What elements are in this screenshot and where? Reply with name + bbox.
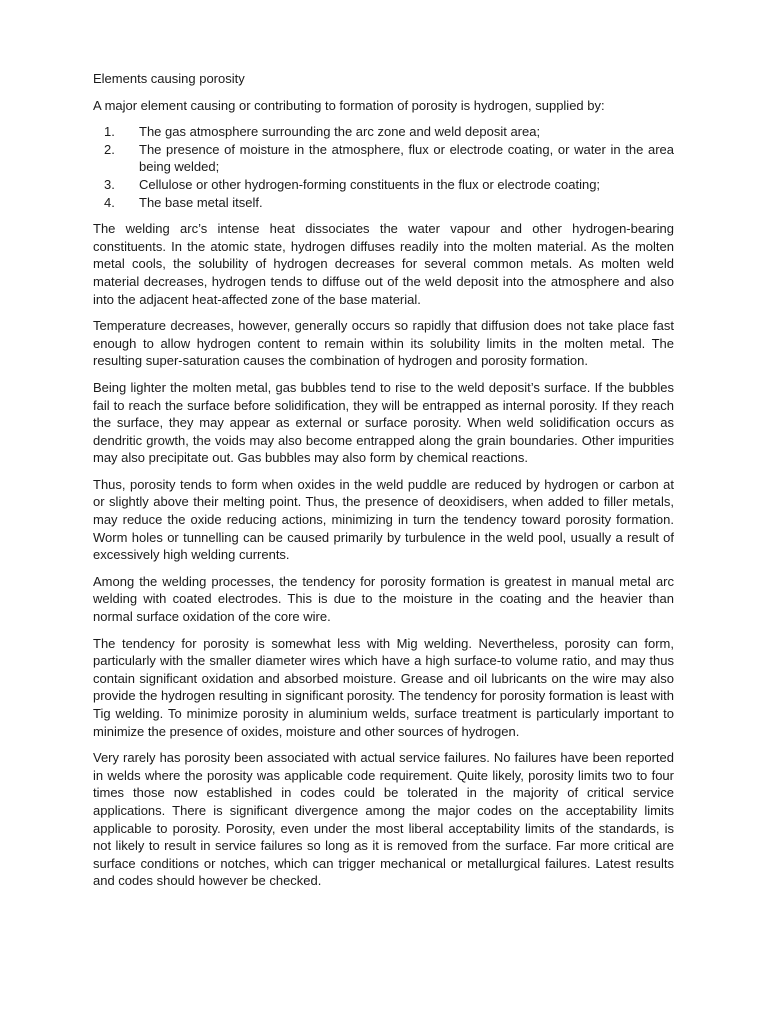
- list-item-text: Cellulose or other hydrogen-forming constituents in the flux or electrode coating;: [139, 176, 601, 192]
- body-paragraph: Among the welding processes, the tendency for porosity formation is greatest in manual metal arc welding with coated electrodes. This is due to the moisture in the coating and the heavier than normal surface oxidation of the core wire.: [93, 573, 674, 625]
- list-item-number: 4.: [104, 194, 115, 210]
- body-paragraph: Being lighter the molten metal, gas bubbles tend to rise to the weld deposit’s surface. If the bubbles fail to reach the surface before solidification, they will be entrapped as internal porosity. If they reach the surface, they may appear as external or surface porosity. When weld solidification occurs as dendritic growth, the voids may also become entrapped along the grain boundaries. Other impurities may also precipitate out. Gas bubbles may also form by chemical reactions.: [93, 379, 674, 466]
- list-item: [93, 176, 674, 194]
- hydrogen-sources-list: [93, 123, 674, 211]
- list-item-number: 3.: [104, 176, 115, 192]
- document-body: [93, 70, 674, 899]
- body-paragraph: The tendency for porosity is somewhat less with Mig welding. Nevertheless, porosity can form, particularly with the smaller diameter wires which have a high surface-to volume ratio, and may thus contain significant oxidation and absorbed moisture. Grease and oil lubricants on the wire may also provide the hydrogen resulting in significant porosity. The tendency for porosity formation is least with Tig welding. To minimize porosity in aluminium welds, surface treatment is particularly important to minimize the presence of oxides, moisture and other sources of hydrogen.: [93, 635, 674, 739]
- list-item-text: The gas atmosphere surrounding the arc zone and weld deposit area;: [139, 124, 541, 140]
- list-item-number: 2.: [104, 141, 115, 157]
- body-paragraph: The welding arc’s intense heat dissociates the water vapour and other hydrogen-bearing constituents. In the atomic state, hydrogen diffuses readily into the molten material. As the molten metal cools, the solubility of hydrogen decreases for several common metals. As molten weld material decreases, hydrogen tends to diffuse out of the weld deposit into the atmosphere and also into the adjacent heat-affected zone of the base material.: [93, 221, 674, 307]
- list-item: [93, 123, 674, 141]
- list-item: [93, 141, 674, 176]
- body-paragraph: Temperature decreases, however, generally occurs so rapidly that diffusion does not take place fast enough to allow hydrogen content to remain within its solubility limits in the molten metal. The resulting super-saturation causes the combination of hydrogen and porosity formation.: [93, 318, 674, 369]
- body-paragraph: Very rarely has porosity been associated with actual service failures. No failures have been reported in welds where the porosity was applicable code requirement. Quite likely, porosity limits two to four times those now established in codes could be tolerated in the majority of critical service applications. There is significant divergence among the major codes on the acceptability limits applicable to porosity. Porosity, even under the most liberal acceptability limits of the standards, is not likely to result in service failures so long as it is removed from the surface. Far more critical are surface conditions or notches, which can trigger mechanical or metallurgical failures. Latest results and codes should however be checked.: [93, 750, 674, 889]
- list-item-number: 1.: [104, 124, 115, 140]
- list-item-text: The presence of moisture in the atmosphere, flux or electrode coating, or water in the area being welded;: [139, 141, 674, 175]
- list-item: [93, 194, 674, 212]
- document-heading: Elements causing porosity: [93, 71, 245, 86]
- body-paragraph: Thus, porosity tends to form when oxides in the weld puddle are reduced by hydrogen or carbon at or slightly above their melting point. Thus, the presence of deoxidisers, when added to filler metals, may reduce the oxide reducing actions, minimizing in turn the tendency toward porosity formation. Worm holes or tunnelling can be caused primarily by turbulence in the weld pool, usually a result of excessively high welding currents.: [93, 476, 674, 563]
- list-item-text: The base metal itself.: [139, 194, 263, 210]
- intro-paragraph: A major element causing or contributing to formation of porosity is hydrogen, supplied by:: [93, 97, 605, 113]
